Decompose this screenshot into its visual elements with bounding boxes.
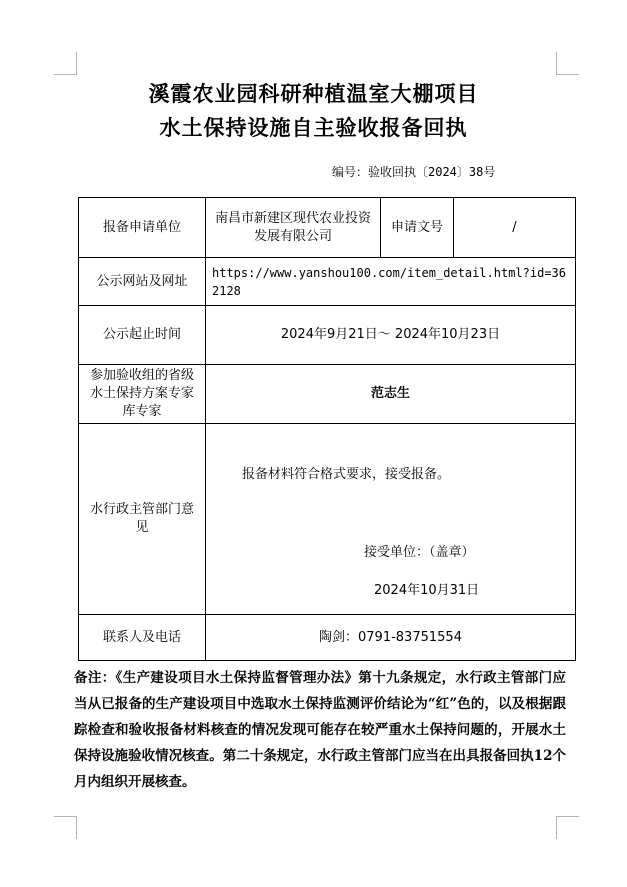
- website-url: https://www.yanshou100.com/item_detail.html?id=362128: [206, 258, 576, 306]
- table-row: [79, 424, 576, 615]
- table-row: [79, 306, 576, 365]
- contact-value: 陶剑：0791-83751554: [206, 615, 576, 661]
- crop-mark-bottom-right: [556, 816, 579, 839]
- table-row: [79, 198, 576, 258]
- page-title-line1: 溪霞农业园科研种植温室大棚项目: [148, 81, 479, 106]
- crop-mark-bottom-left: [54, 816, 77, 839]
- opinion-sign: 接受单位：（盖章）: [364, 545, 475, 560]
- receipt-table: [78, 197, 576, 661]
- table-row: [79, 615, 576, 661]
- expert-value: 范志生: [206, 365, 576, 424]
- crop-mark-top-right: [556, 52, 579, 75]
- doc-value: /: [454, 198, 576, 258]
- applicant-value: 南昌市新建区现代农业投资发展有限公司: [206, 198, 381, 258]
- applicant-label: 报备申请单位: [79, 198, 206, 258]
- document-number: 编号：验收回执〔2024〕38号: [332, 165, 496, 179]
- opinion-text: 报备材料符合格式要求，接受报备。: [242, 467, 451, 482]
- period-label: 公示起止时间: [79, 306, 206, 365]
- website-label: 公示网站及网址: [79, 258, 206, 306]
- opinion-cell: [206, 424, 576, 615]
- period-value: 2024年9月21日～ 2024年10月23日: [206, 306, 576, 365]
- contact-label: 联系人及电话: [79, 615, 206, 661]
- page-title-line2: 水土保持设施自主验收报备回执: [159, 115, 468, 140]
- table-row: [79, 365, 576, 424]
- table-row: [79, 258, 576, 306]
- footnote: 备注：《生产建设项目水土保持监督管理办法》第十九条规定，水行政主管部门应当从已报备的生产建设项目中选取水土保持监测评价结论为“红”色的，以及根据跟踪检查和验收报备材料核查的情况发现可能存在较严重水土保持问题的，开展水土保持设施验收情况核查。第二十条规定，水行政主管部门应当在出具报备回执12个月内组织开展核查。: [74, 670, 566, 790]
- opinion-label: 水行政主管部门意见: [79, 424, 206, 615]
- doc-label: 申请文号: [381, 198, 454, 258]
- opinion-date: 2024年10月31日: [374, 583, 480, 598]
- crop-mark-top-left: [54, 52, 77, 75]
- expert-label: 参加验收组的省级水土保持方案专家库专家: [79, 365, 206, 424]
